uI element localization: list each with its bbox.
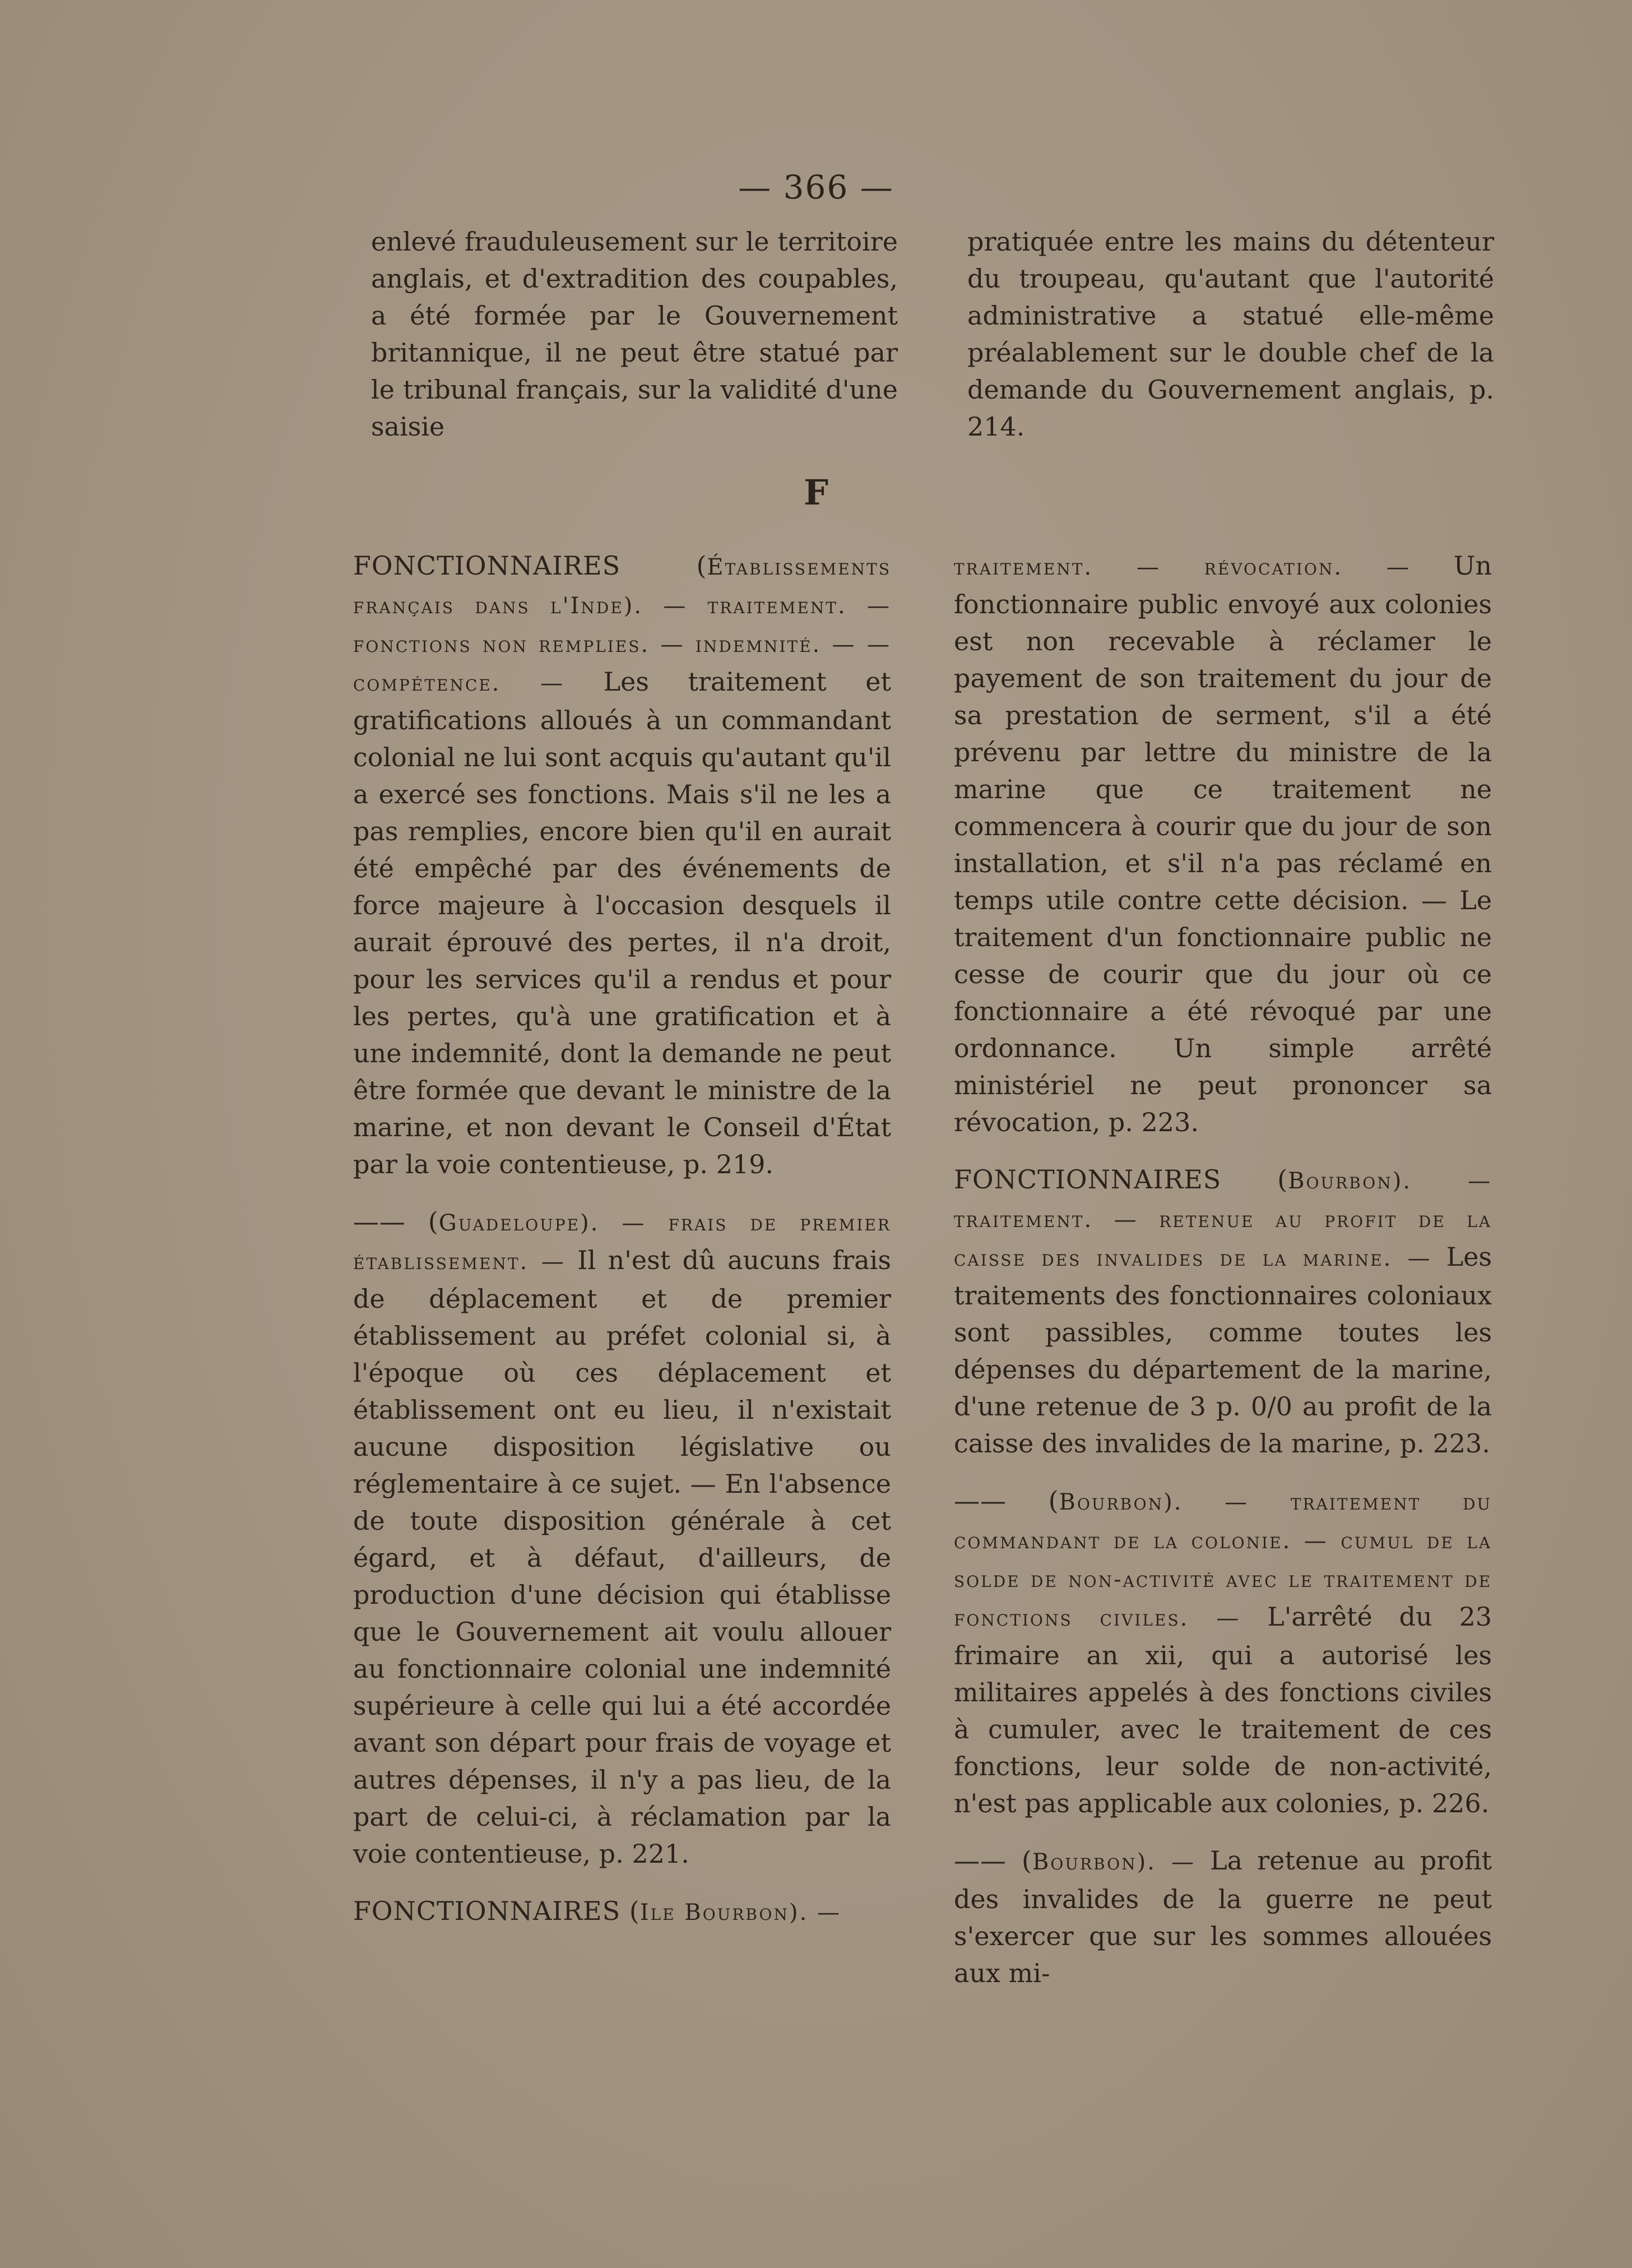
entry	[353, 1203, 891, 1872]
entry-subject: Bourbon). — traitement du commandant de la colonie. — cumul de la solde de non-activité avec le traitement de fonctions civiles. —	[954, 1489, 1492, 1631]
entry-heading: —— (	[353, 1206, 439, 1237]
entry-heading: —— (	[954, 1485, 1059, 1516]
entry	[353, 1892, 891, 1931]
entry-heading: —— (	[954, 1845, 1033, 1876]
entry	[954, 1842, 1492, 1992]
entry-body: La retenue au profit des invalides de la guerre ne peut s'exercer que sur les sommes allouées aux mi-	[954, 1845, 1492, 1988]
entry-body: Les traitement et gratifications alloués à un commandant colonial ne lui sont acquis qu'autant qu'il a exercé ses fonctions. Mais s'il ne les a pas remplies, encore bien qu'il en aurait été empêché par des événements de force majeure à l'occasion desquels il aurait éprouvé des pertes, il n'a droit, pour les services qu'il a rendus et pour les pertes, qu'à une gratification et à une indemnité, dont la demande ne peut être formée que devant le ministre de la marine, et non devant le Conseil d'État par la voie contentieuse, p. 219.	[353, 666, 891, 1179]
entry-subject: Bourbon). — traitement. — retenue au profit de la caisse des invalides de la marine. —	[954, 1168, 1492, 1271]
entry-heading: FONCTIONNAIRES (	[954, 1164, 1288, 1195]
top-left-column	[371, 223, 898, 465]
entry-subject: Bourbon). —	[1032, 1849, 1196, 1875]
continued-text-right: pratiquée entre les mains du détenteur du troupeau, qu'autant que l'autorité administrative a statué elle-même préalablement sur le double chef de la demande du Gouvernement anglais, p. 214.	[967, 226, 1494, 442]
entry-subject: traitement. — révocation. —	[954, 554, 1411, 580]
continued-text-left: enlevé frauduleusement sur le territoire anglais, et d'extradition des coupables, a été formée par le Gouvernement britannique, il ne peut être statué par le tribunal français, sur la validité d'une saisie	[371, 226, 898, 442]
entry	[353, 547, 891, 1183]
entry-body: Les traitements des fonctionnaires coloniaux sont passibles, comme toutes les dépenses du département de la marine, d'une retenue de 3 p. 0/0 au profit de la caisse des invalides de la marine, p. 223.	[954, 1242, 1492, 1459]
entry-subject: Établissements français dans l'Inde). — traitement. — fonctions non remplies. — indemnité. — — compétence. —	[353, 554, 891, 696]
entry-heading: FONCTIONNAIRES (	[353, 550, 707, 581]
entry-body: Il n'est dû aucuns frais de déplacement et de premier établissement au préfet colonial si, à l'époque où ces déplacement et établissement ont eu lieu, il n'existait aucune disposition législative ou réglementaire à ce sujet. — En l'absence de toute disposition générale à cet égard, et à défaut, d'ailleurs, de production d'une décision qui établisse que le Gouvernement ait voulu allouer au fonctionnaire colonial une indemnité supérieure à celle qui lui a été accordée avant son départ pour frais de voyage et autres dépenses, il n'y a pas lieu, de la part de celui-ci, à réclamation par la voie contentieuse, p. 221.	[353, 1245, 891, 1869]
section-letter: F	[803, 472, 829, 513]
entry-body: Un fonctionnaire public envoyé aux colonies est non recevable à réclamer le payement de son traitement du jour de sa prestation de serment, s'il a été prévenu par lettre du ministre de la marine que ce traitement ne commencera à courir que du jour de son installation, et s'il n'a pas réclamé en temps utile contre cette décision. — Le traitement d'un fonctionnaire public ne cesse de courir que du jour où ce fonctionnaire a été révoqué par une ordonnance. Un simple arrêté ministériel ne peut prononcer sa révocation, p. 223.	[954, 550, 1492, 1137]
right-column	[954, 547, 1492, 2012]
entry	[954, 547, 1492, 1141]
entry-heading: FONCTIONNAIRES (	[353, 1896, 640, 1926]
page-number: — 366 —	[738, 168, 894, 206]
entry-subject: Guadeloupe). — frais de premier établissement. —	[353, 1210, 891, 1275]
entry-subject: Ile Bourbon). —	[639, 1900, 841, 1926]
entry	[954, 1482, 1492, 1822]
top-right-column	[967, 223, 1494, 465]
left-column	[353, 547, 891, 1951]
entry	[954, 1161, 1492, 1462]
entry-body: L'arrêté du 23 frimaire an xii, qui a autorisé les militaires appelés à des fonctions civiles à cumuler, avec le traitement de ces fonctions, leur solde de non-activité, n'est pas applicable aux colonies, p. 226.	[954, 1602, 1492, 1818]
